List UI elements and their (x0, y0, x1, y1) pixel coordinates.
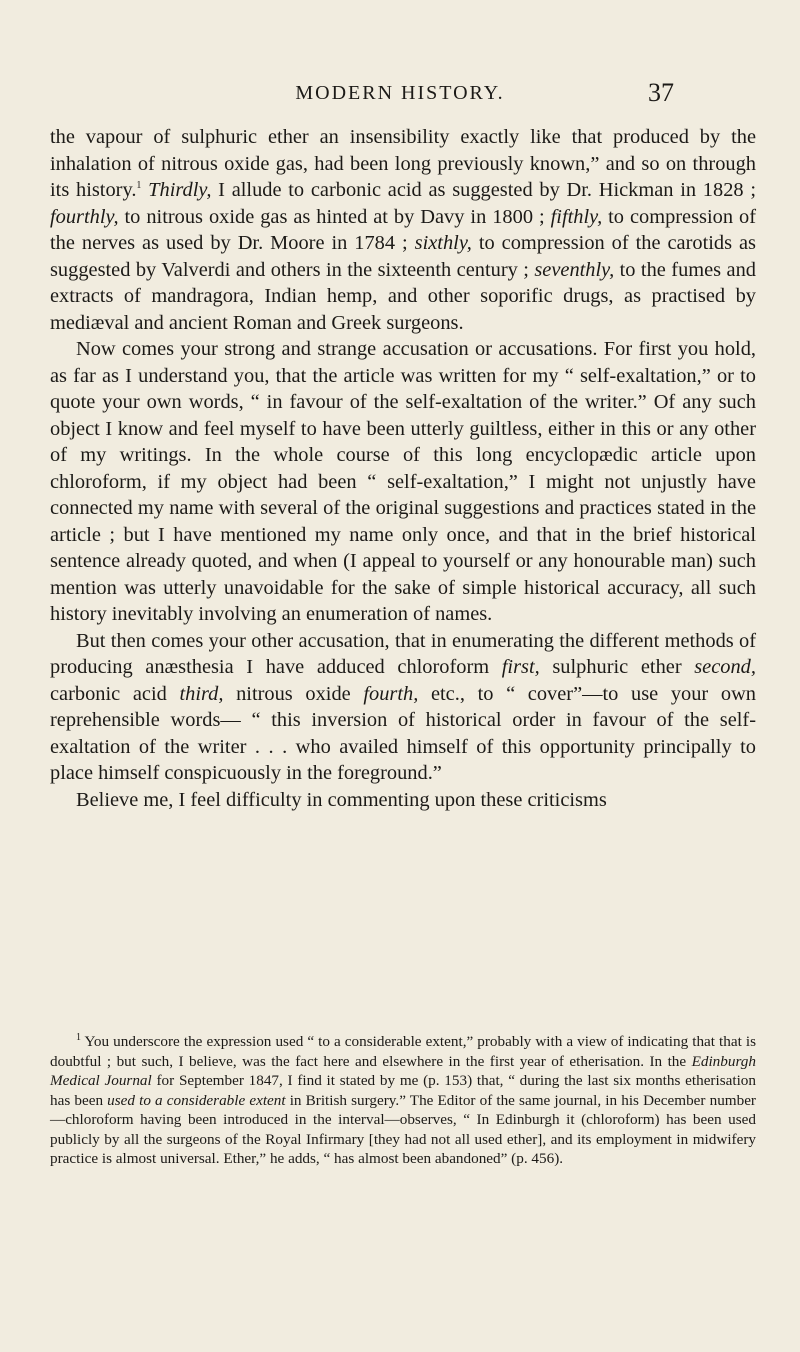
body-text (50, 124, 756, 813)
footnote-1: $^1$ You underscore the expression used “ to a considerable extent,” probably with a view of indicating that that is doubtful ; but such, I believe, was the fact here and elsewhere in the first year of etherisation. In the Edinburgh Medical Journal for September 1847, I find it stated by me (p. 153) that, “ during the last six months etherisation has been used to a considerable extent in British surgery.” The Editor of the same journal, in his December number—chloroform having been introduced in the interval—observes, “ In Edinburgh it (chloroform) has been used publicly by all the surgeons of the Royal Infirmary [they had not all used ether], and its employment in midwifery practice is almost universal. Ether,” he adds, “ has almost been abandoned” (p. 456). (50, 1031, 756, 1167)
footnote-section (50, 1032, 756, 1169)
footnote-ref[interactable]: 1 (136, 180, 142, 192)
paragraph-1: the vapour of sulphuric ether an insensibility exactly like that produced by the inhalation of nitrous oxide gas, had been long previously known,” and so on through its history.$^1$ Thirdly, I allude to carbonic acid as suggested by Dr. Hickman in 1828 ; fourthly, to nitrous oxide gas as hinted at by Davy in 1800 ; fifthly, to compression of the nerves as used by Dr. Moore in 1784 ; sixthly, to compression of the carotids as suggested by Valverdi and others in the sixteenth century ; seventhly, to the fumes and extracts of mandragora, Indian hemp, and other soporific drugs, as practised by mediæval and ancient Roman and Greek surgeons. (50, 126, 756, 334)
page-number: 37 (648, 78, 674, 107)
paragraph-3: But then comes your other accusation, that in enumerating the different methods of producing anæsthesia I have adduced chloroform first, sulphuric ether second, carbonic acid third, nitrous oxide fourth, etc., to “ cover”—to use your own reprehensible words— “ this inversion of historical order in favour of the self-exaltation of the writer . . . who availed himself of this opportunity principally to place himself conspicuously in the foreground.” (50, 629, 756, 784)
paragraph-2: Now comes your strong and strange accusation or accusations. For first you hold, as far as I understand you, that the article was written for my “ self-exaltation,” or to quote your own words, “ in favour of the self-exaltation of the writer.” Of any such object I know and feel myself to have been utterly guiltless, either in this or any other of my writings. In the whole course of this long encyclopædic article upon chloroform, if my object had been “ self-exaltation,” I might not unjustly have connected my name with several of the original suggestions and practices stated in the article ; but I have mentioned my name only once, and that in the brief historical sentence already quoted, and when (I appeal to yourself or any honourable man) such mention was utterly unavoidable for the sake of simple historical accuracy, all such history inevitably involving an enumeration of names. (50, 338, 756, 625)
footnote-marker: 1 (76, 1031, 81, 1043)
running-head: MODERN HISTORY. (295, 82, 505, 104)
page-header (0, 78, 800, 112)
paragraph-4: Believe me, I feel difficulty in commenting upon these criticisms (76, 788, 607, 811)
